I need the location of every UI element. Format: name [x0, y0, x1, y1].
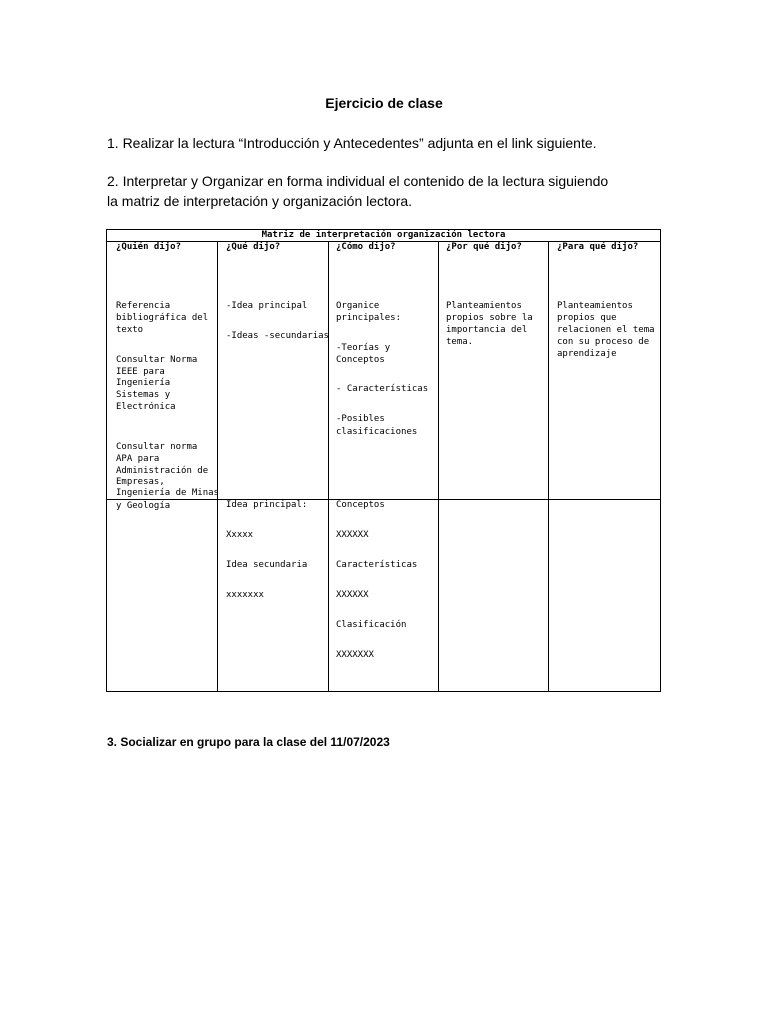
row1-quien-line: IEEE para [116, 367, 165, 377]
row1-por-que-line: importancia del [446, 325, 528, 335]
row1-como-line: -Teorías y [336, 343, 391, 353]
instruction-2-line-2: la matriz de interpretación y organización lectora. [107, 193, 413, 209]
row2-que-line: xxxxxxx [226, 590, 264, 600]
instruction-3: 3. Socializar en grupo para la clase del 11/07/2023 [107, 735, 390, 749]
row1-como-line: Organice [336, 301, 380, 311]
row1-para-que-line: con su proceso de [557, 337, 650, 347]
row1-para-que-line: relacionen el tema [557, 325, 655, 335]
row1-para-que-line: Planteamientos [557, 301, 633, 311]
row1-quien-line: texto [116, 325, 144, 335]
column-header-como: ¿Cómo dijo? [336, 242, 396, 252]
row1-como-line: clasificaciones [336, 427, 418, 437]
row2-como-line: Características [336, 560, 418, 570]
row1-como-line: principales: [336, 313, 402, 323]
row1-que-line: -Idea principal [226, 301, 308, 311]
document-title: Ejercicio de clase [325, 95, 443, 111]
row2-como-line: Clasificación [336, 620, 407, 630]
row1-quien-line: Administración de [116, 466, 209, 476]
row1-quien-line: APA para [116, 454, 160, 464]
row1-quien-line: bibliográfica del [116, 313, 209, 323]
row1-quien-line: Consultar norma [116, 442, 198, 452]
row1-para-que-line: propios que [557, 313, 617, 323]
row1-quien-line: Sistemas y [116, 390, 171, 400]
row1-como-line: - Características [336, 384, 429, 394]
table-column-divider [328, 241, 329, 692]
instruction-2-line-1: 2. Interpretar y Organizar en forma individual el contenido de la lectura siguiendo [107, 173, 609, 189]
table-column-divider [438, 241, 439, 692]
column-header-que: ¿Qué dijo? [226, 242, 281, 252]
row2-como-line: XXXXXX [336, 590, 369, 600]
row1-quien-line: Referencia [116, 301, 171, 311]
row1-para-que-line: aprendizaje [557, 349, 617, 359]
row2-que-line: Xxxxx [226, 530, 254, 540]
row1-quien-line: Ingeniería de Minas [116, 488, 219, 498]
instruction-1: 1. Realizar la lectura “Introducción y Antecedentes” adjunta en el link siguiente. [107, 135, 597, 151]
row1-que-line: -Ideas -secundarias [226, 331, 329, 341]
row1-como-line: Conceptos [336, 355, 385, 365]
row2-que-line: Idea secundaria [226, 560, 308, 570]
row2-como-line: XXXXXX [336, 530, 369, 540]
column-header-para-que: ¿Para qué dijo? [557, 242, 639, 252]
row1-por-que-line: Planteamientos [446, 301, 522, 311]
row1-como-line: -Posibles [336, 414, 385, 424]
row1-quien-line: Empresas, [116, 477, 165, 487]
row1-por-que-line: tema. [446, 337, 474, 347]
matrix-caption: Matriz de interpretación organización lectora [261, 230, 506, 240]
row2-quien-line: y Geología [116, 501, 171, 511]
row1-quien-line: Ingeniería [116, 378, 171, 388]
table-column-divider [217, 241, 218, 692]
column-header-quien: ¿Quién dijo? [116, 242, 182, 252]
column-header-por-que: ¿Por qué dijo? [446, 242, 522, 252]
row1-quien-line: Consultar Norma [116, 355, 198, 365]
table-column-divider [548, 241, 549, 692]
row1-quien-line: Electrónica [116, 402, 176, 412]
row2-que-line: Idea principal: [226, 500, 308, 510]
row2-como-line: Conceptos [336, 500, 385, 510]
row2-como-line: XXXXXXX [336, 650, 374, 660]
row1-por-que-line: propios sobre la [446, 313, 533, 323]
